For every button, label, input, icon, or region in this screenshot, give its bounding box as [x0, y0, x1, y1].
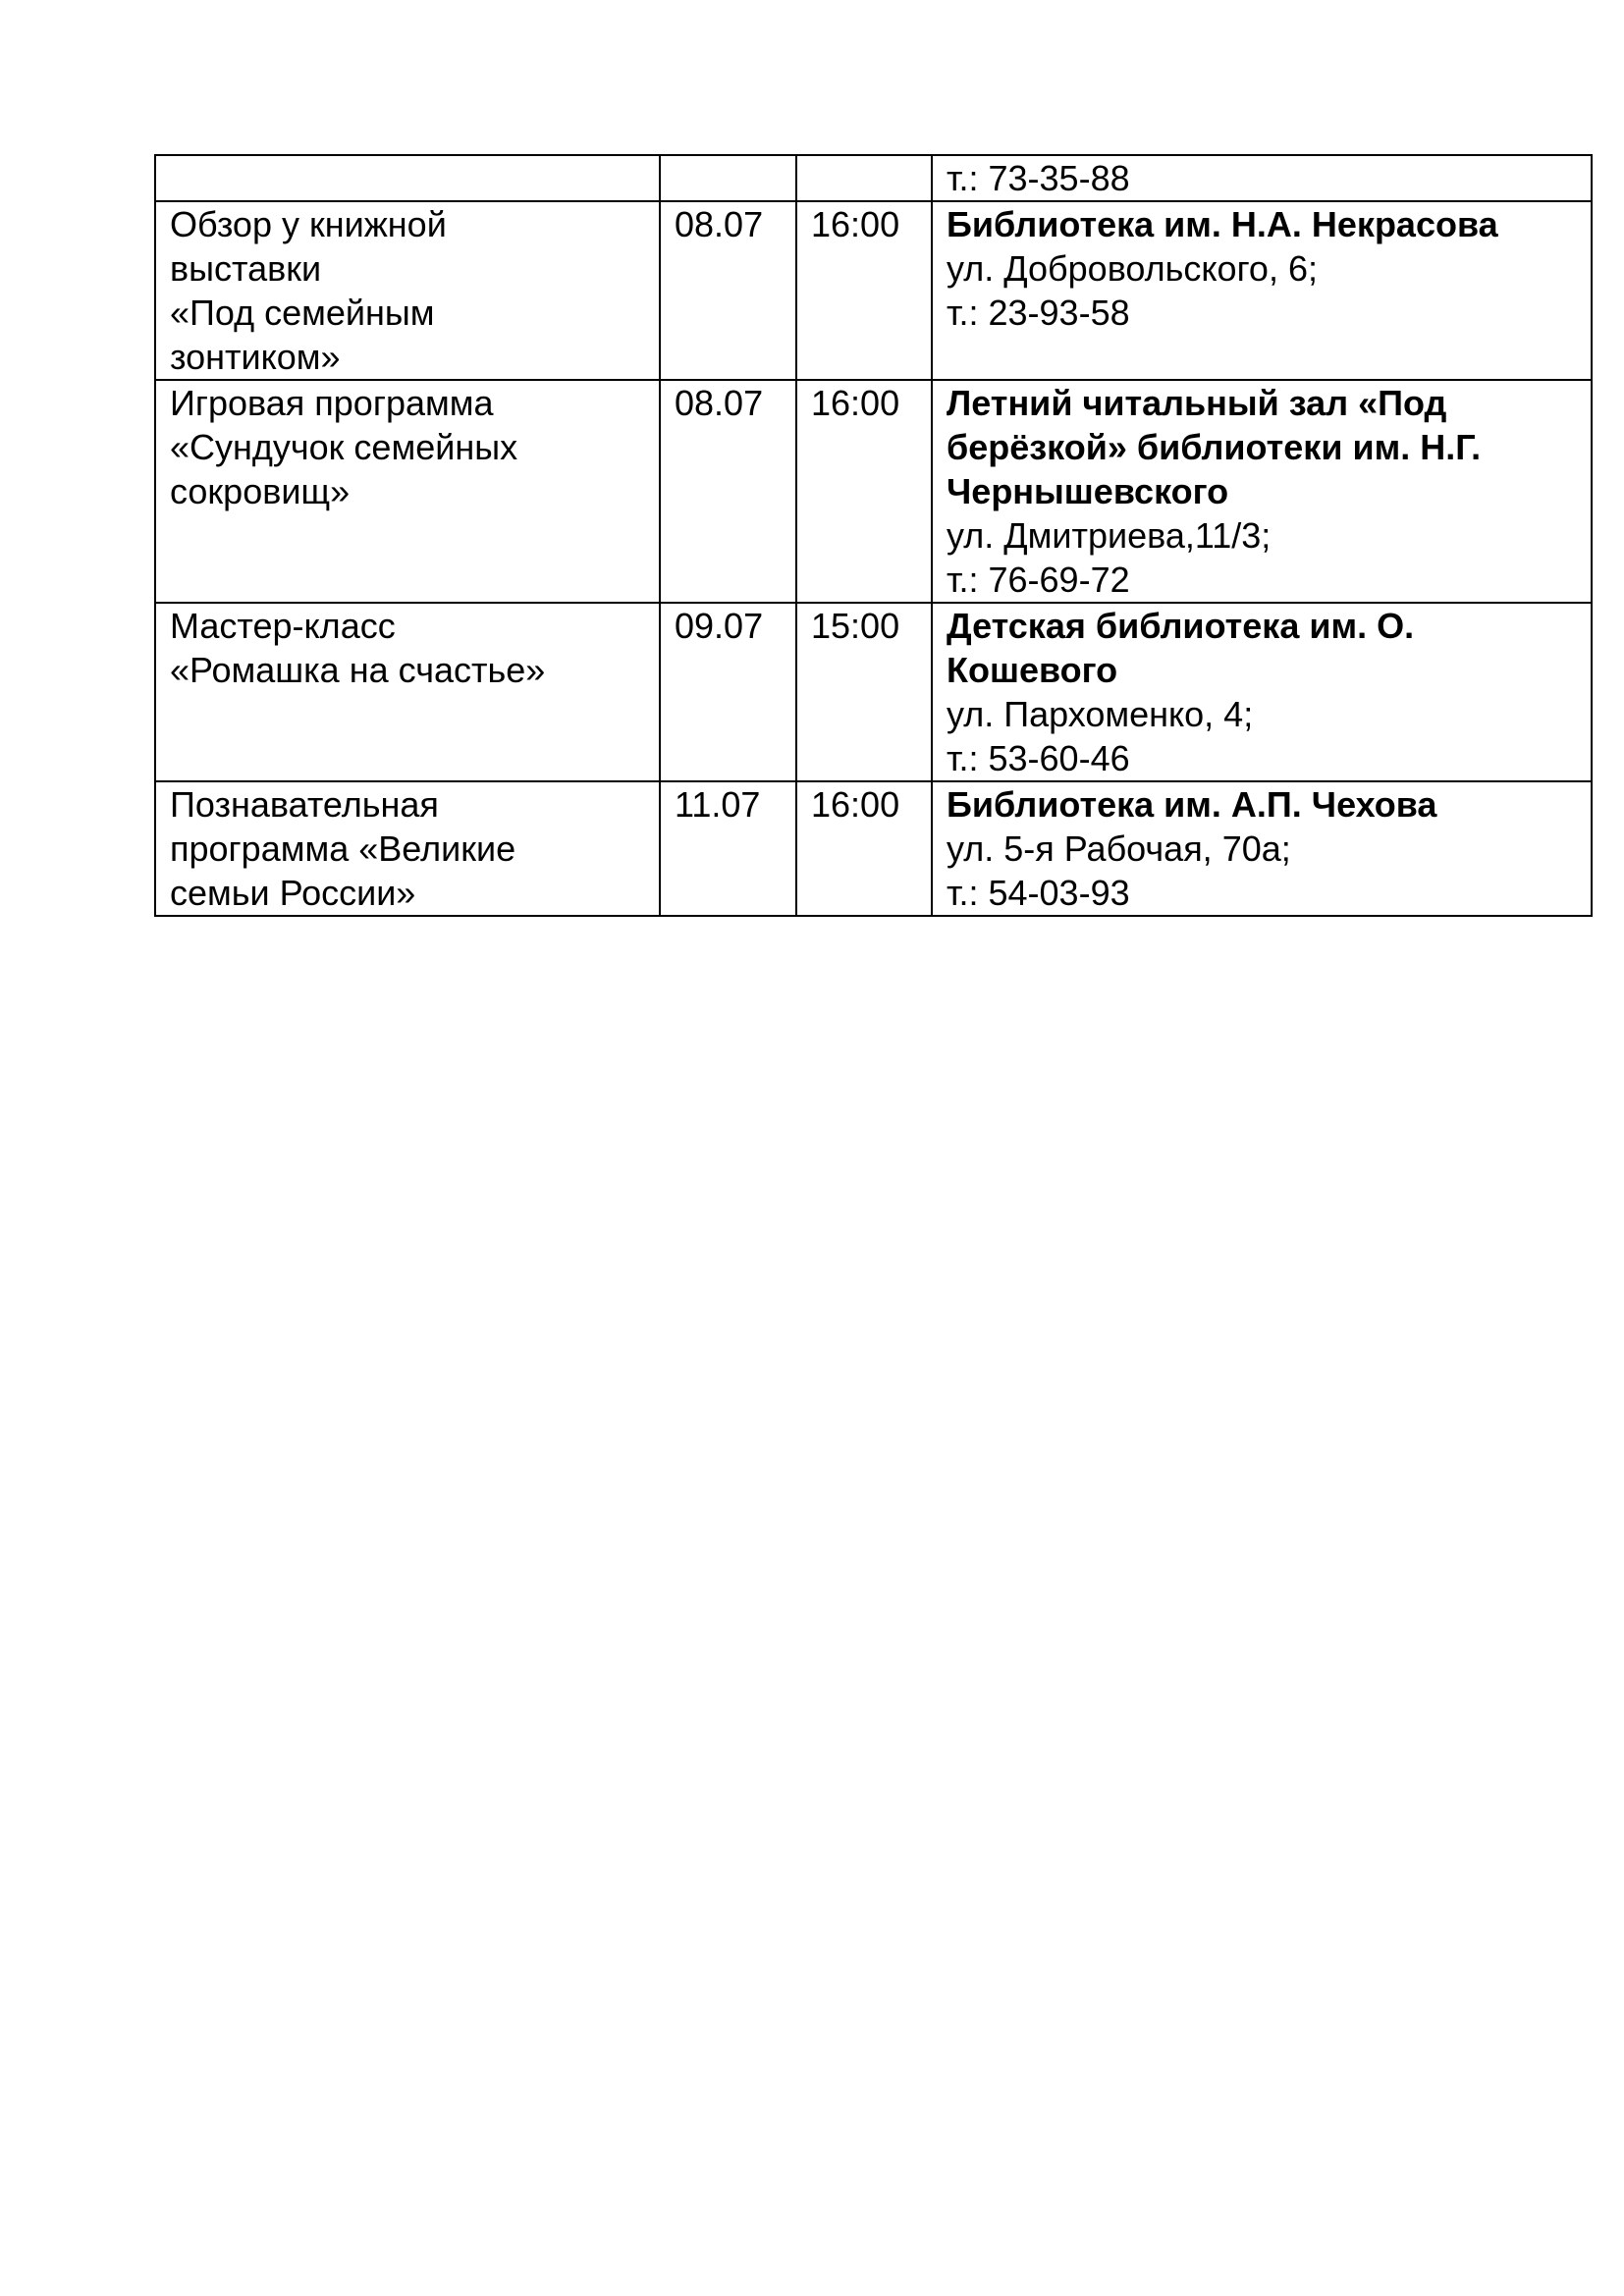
event-time-cell [796, 380, 932, 603]
place-name: Детская библиотека им. О. Кошевого [947, 606, 1415, 690]
event-time: 15:00 [811, 606, 900, 646]
event-name-line: «Ромашка на счастье» [170, 650, 546, 690]
place-phone: т.: 23-93-58 [947, 293, 1130, 333]
event-place-cell [932, 781, 1592, 916]
place-phone: т.: 76-69-72 [947, 560, 1130, 600]
event-name-line: Мастер-класс [170, 606, 396, 646]
event-date-cell [660, 781, 796, 916]
place-address: ул. Дмитриева,11/3; [947, 515, 1272, 556]
event-time: 16:00 [811, 204, 900, 244]
event-name-cell [155, 155, 660, 201]
event-name-cell [155, 380, 660, 603]
event-time-cell [796, 201, 932, 380]
event-place-cell [932, 603, 1592, 781]
event-place-cell [932, 155, 1592, 201]
event-date-cell [660, 155, 796, 201]
event-name-line: выставки [170, 248, 322, 289]
event-date: 09.07 [675, 606, 764, 646]
table-row [155, 603, 1592, 781]
event-place-cell [932, 201, 1592, 380]
event-name-line: сокровищ» [170, 471, 351, 511]
event-name-line: зонтиком» [170, 337, 341, 377]
event-time: 16:00 [811, 383, 900, 423]
place-name: Библиотека им. А.П. Чехова [947, 784, 1437, 825]
event-date-cell [660, 201, 796, 380]
table-row [155, 380, 1592, 603]
event-date-cell [660, 603, 796, 781]
place-name: Библиотека им. Н.А. Некрасова [947, 204, 1498, 244]
events-table [154, 154, 1593, 917]
event-time-cell [796, 781, 932, 916]
event-name-line: программа «Великие [170, 828, 516, 869]
place-address: ул. 5-я Рабочая, 70а; [947, 828, 1291, 869]
event-name-line: Игровая программа [170, 383, 494, 423]
event-date: 11.07 [675, 784, 761, 825]
table-row [155, 155, 1592, 201]
event-time: 16:00 [811, 784, 900, 825]
event-date: 08.07 [675, 383, 764, 423]
event-date-cell [660, 380, 796, 603]
event-name-line: Познавательная [170, 784, 439, 825]
event-name-line: семьи России» [170, 873, 416, 913]
event-name-line: «Под семейным [170, 293, 435, 333]
event-time-cell [796, 155, 932, 201]
event-place-cell [932, 380, 1592, 603]
event-name-cell [155, 781, 660, 916]
place-address: ул. Добровольского, 6; [947, 248, 1318, 289]
event-name-cell [155, 603, 660, 781]
place-address: ул. Пархоменко, 4; [947, 694, 1254, 734]
event-name-line: «Сундучок семейных [170, 427, 518, 467]
place-phone: т.: 53-60-46 [947, 738, 1130, 778]
place-phone: т.: 54-03-93 [947, 873, 1130, 913]
event-date: 08.07 [675, 204, 764, 244]
place-name: Летний читальный зал «Под берёзкой» библиотеки им. Н.Г. Чернышевского [947, 383, 1482, 511]
table-row [155, 781, 1592, 916]
event-name-cell [155, 201, 660, 380]
table-row [155, 201, 1592, 380]
event-time-cell [796, 603, 932, 781]
place-phone: т.: 73-35-88 [947, 158, 1130, 198]
event-name-line: Обзор у книжной [170, 204, 447, 244]
